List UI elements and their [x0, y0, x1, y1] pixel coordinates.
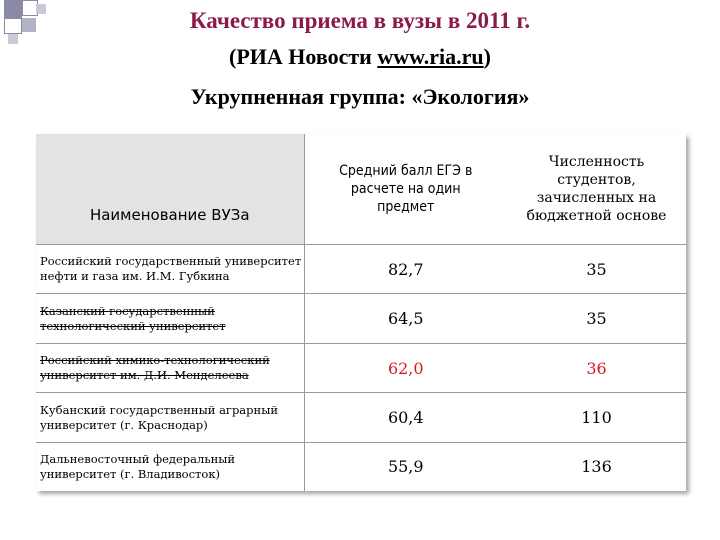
score-value: 62,0 — [304, 343, 507, 392]
count-value: 35 — [507, 245, 686, 294]
university-name: Кубанский государственный аграрный университет (г. Краснодар) — [36, 393, 304, 442]
score-value: 82,7 — [304, 245, 507, 294]
score-value: 64,5 — [304, 294, 507, 343]
university-name: Казанский государственный технологический университет — [36, 294, 304, 343]
table-row — [36, 294, 686, 343]
title-line-3: Укрупненная группа: «Экология» — [190, 84, 530, 109]
table-row — [36, 393, 686, 442]
score-value: 55,9 — [304, 442, 507, 491]
table-row — [36, 442, 686, 491]
university-name: Российский химико-технологический университет им. Д.И. Менделеева — [36, 343, 304, 392]
table-row — [36, 343, 686, 392]
source-link[interactable]: www.ria.ru — [377, 44, 484, 69]
header-count: Численность студентов, зачисленных на бюджетной основе — [526, 154, 667, 224]
universities-table — [36, 134, 686, 491]
count-value: 35 — [507, 294, 686, 343]
university-name: Российский государственный университет нефти и газа им. И.М. Губкина — [36, 245, 304, 294]
title-line-2 — [0, 44, 720, 70]
header-name: Наименование ВУЗа — [36, 134, 304, 245]
header-score: Средний балл ЕГЭ в расчете на один предмет — [339, 163, 473, 215]
source-label: (РИА Новости — [229, 44, 378, 69]
university-name: Дальневосточный федеральный университет (г. Владивосток) — [36, 442, 304, 491]
title-line-1: Качество приема в вузы в 2011 г. — [189, 8, 531, 33]
source-suffix: ) — [483, 44, 491, 69]
count-value: 136 — [507, 442, 686, 491]
table-header-row — [36, 134, 686, 245]
table-row — [36, 245, 686, 294]
score-value: 60,4 — [304, 393, 507, 442]
count-value: 36 — [507, 343, 686, 392]
count-value: 110 — [507, 393, 686, 442]
